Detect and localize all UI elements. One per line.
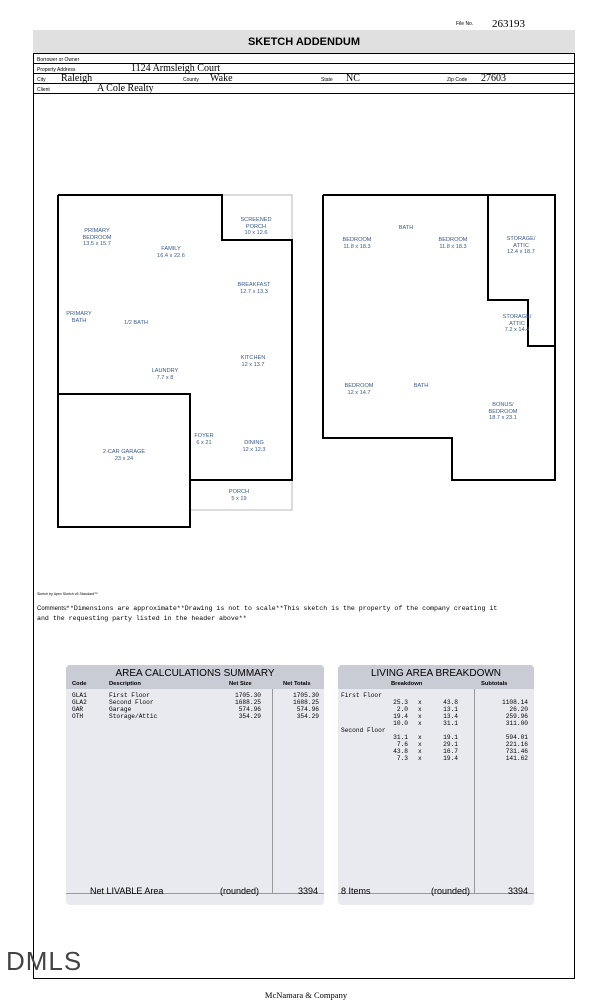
footer-company: McNamara & Company [264,990,348,1000]
section-second-floor: Second Floor [341,727,386,734]
breakdown-subtotal: 259.96 [505,713,528,720]
breakdown-times: x [418,706,422,713]
breakdown-dim-a: 19.4 [393,713,408,720]
room-bath-upper-2: BATH [413,383,429,389]
breakdown-subtotal: 141.62 [505,755,528,762]
apex-sketch-note: Sketch by Apex Sketch v5 Standard™ [37,592,98,596]
room-breakfast: BREAKFAST 12.7 x 13.3 [237,282,271,295]
col-description: Description [109,681,141,687]
client-label: Client [37,87,50,93]
breakdown-times: x [418,755,422,762]
borrower-label: Borrower or Owner [37,57,80,63]
living-breakdown-title: LIVING AREA BREAKDOWN [370,668,502,679]
breakdown-dim-a: 25.3 [393,699,408,706]
breakdown-subtotal: 731.46 [505,748,528,755]
county-label: County [183,77,199,83]
breakdown-times: x [418,699,422,706]
breakdown-times: x [418,741,422,748]
summary-desc: Garage [109,706,132,713]
room-primary-bath: PRIMARY BATH [66,311,92,324]
room-bath-upper: BATH [398,225,414,231]
room-laundry: LAUNDRY 7.7 x 8 [151,368,179,381]
breakdown-dim-a: 7.3 [396,755,408,762]
area-summary-title: AREA CALCULATIONS SUMMARY [115,668,275,679]
col-breakdown: Breakdown [391,681,423,687]
net-livable-value: 3394 [298,886,319,896]
breakdown-subtotal: 311.00 [505,720,528,727]
comments-label: Comments: [37,606,68,612]
room-primary-bedroom: PRIMARY BEDROOM 13.5 x 15.7 [82,228,112,247]
breakdown-rounded: (rounded) [431,886,471,896]
breakdown-dim-b: 13.1 [443,706,458,713]
summary-code: OTH [72,713,84,720]
breakdown-dim-b: 29.1 [443,741,458,748]
room-dining: DINING 12 x 12.3 [242,440,266,453]
summary-net: 1688.25 [235,699,261,706]
summary-code: GLA1 [72,692,87,699]
breakdown-subtotal: 221.16 [505,741,528,748]
room-porch: PORCH 5 x 19 [228,489,250,502]
breakdown-times: x [418,748,422,755]
breakdown-dim-a: 43.8 [393,748,408,755]
room-garage: 2-CAR GARAGE 23 x 24 [102,449,146,462]
room-bedroom-c: BEDROOM 12 x 14.7 [344,383,374,396]
comments-line-1: **Dimensions are approximate**Drawing is not to scale**This sketch is the property of the company creating it [66,605,498,612]
summary-net: 354.29 [238,713,261,720]
zip-label: Zip Code [447,77,468,83]
summary-code: GAR [72,706,84,713]
room-storage-attic-b: STORAGE/ ATTIC 7.2 x 14.4 [502,314,532,333]
area-summary-panel [66,665,324,905]
col-net-totals: Net Totals [283,681,311,687]
breakdown-total: 3394 [508,886,529,896]
breakdown-times: x [418,720,422,727]
net-livable-rounded: (rounded) [220,886,260,896]
address-value: 1124 Armsleigh Court [131,63,221,74]
county-value: Wake [210,73,233,84]
breakdown-dim-b: 19.1 [443,734,458,741]
breakdown-dim-b: 16.7 [443,748,458,755]
dmls-watermark-logo: DMLS [6,946,83,976]
room-foyer: FOYER 6 x 21 [194,433,214,446]
items-count: 8 Items [341,886,371,896]
summary-total: 574.96 [296,706,319,713]
client-value: A Cole Realty [97,83,154,94]
room-bedroom-b: BEDROOM 11.8 x 18.3 [438,237,468,250]
breakdown-dim-a: 31.1 [393,734,408,741]
address-label: Property Address [37,67,76,73]
breakdown-times: x [418,713,422,720]
summary-net: 574.96 [238,706,261,713]
summary-desc: Storage/Attic [109,713,158,720]
breakdown-dim-b: 43.8 [443,699,458,706]
living-breakdown-divider [474,689,475,893]
summary-desc: First Floor [109,692,150,699]
summary-total: 1705.30 [293,692,319,699]
room-family: FAMILY 16.4 x 22.6 [157,246,185,259]
net-livable-label: Net LIVABLE Area [90,886,164,896]
area-summary-divider [272,689,273,893]
page-title: SKETCH ADDENDUM [33,30,575,54]
breakdown-dim-a: 2.0 [396,706,408,713]
col-net-size: Net Size [229,681,252,687]
breakdown-dim-a: 10.0 [393,720,408,727]
room-bonus-bedroom: BONUS/ BEDROOM 18.7 x 23.1 [488,402,518,421]
room-bedroom-a: BEDROOM 11.8 x 18.3 [342,237,372,250]
comments-line-2: and the requesting party listed in the header above** [37,615,247,622]
file-no-label: File No. [456,21,474,27]
breakdown-subtotal: 1108.14 [502,699,528,706]
breakdown-dim-a: 7.6 [396,741,408,748]
file-no-value: 263193 [492,18,525,30]
col-subtotals: Subtotals [481,681,508,687]
state-value: NC [346,73,360,84]
summary-total: 354.29 [296,713,319,720]
room-half-bath: 1/2 BATH [124,320,148,326]
breakdown-subtotal: 26.20 [509,706,528,713]
breakdown-dim-b: 19.4 [443,755,458,762]
breakdown-times: x [418,734,422,741]
room-storage-attic-a: STORAGE/ ATTIC 12.4 x 18.7 [506,236,536,255]
summary-net: 1705.30 [235,692,261,699]
room-kitchen: KITCHEN 12 x 13.7 [240,355,266,368]
living-breakdown-panel [338,665,534,905]
section-first-floor: First Floor [341,692,382,699]
col-code: Code [72,681,87,687]
summary-desc: Second Floor [109,699,154,706]
city-label: City [37,77,46,83]
city-value: Raleigh [61,73,93,84]
room-screened-porch: SCREENED PORCH 10 x 12.6 [240,217,272,236]
summary-code: GLA2 [72,699,87,706]
zip-value: 27603 [481,73,506,84]
breakdown-dim-b: 31.1 [443,720,458,727]
state-label: State [321,77,333,83]
breakdown-dim-b: 13.4 [443,713,458,720]
breakdown-subtotal: 594.01 [505,734,528,741]
summary-total: 1688.25 [293,699,319,706]
